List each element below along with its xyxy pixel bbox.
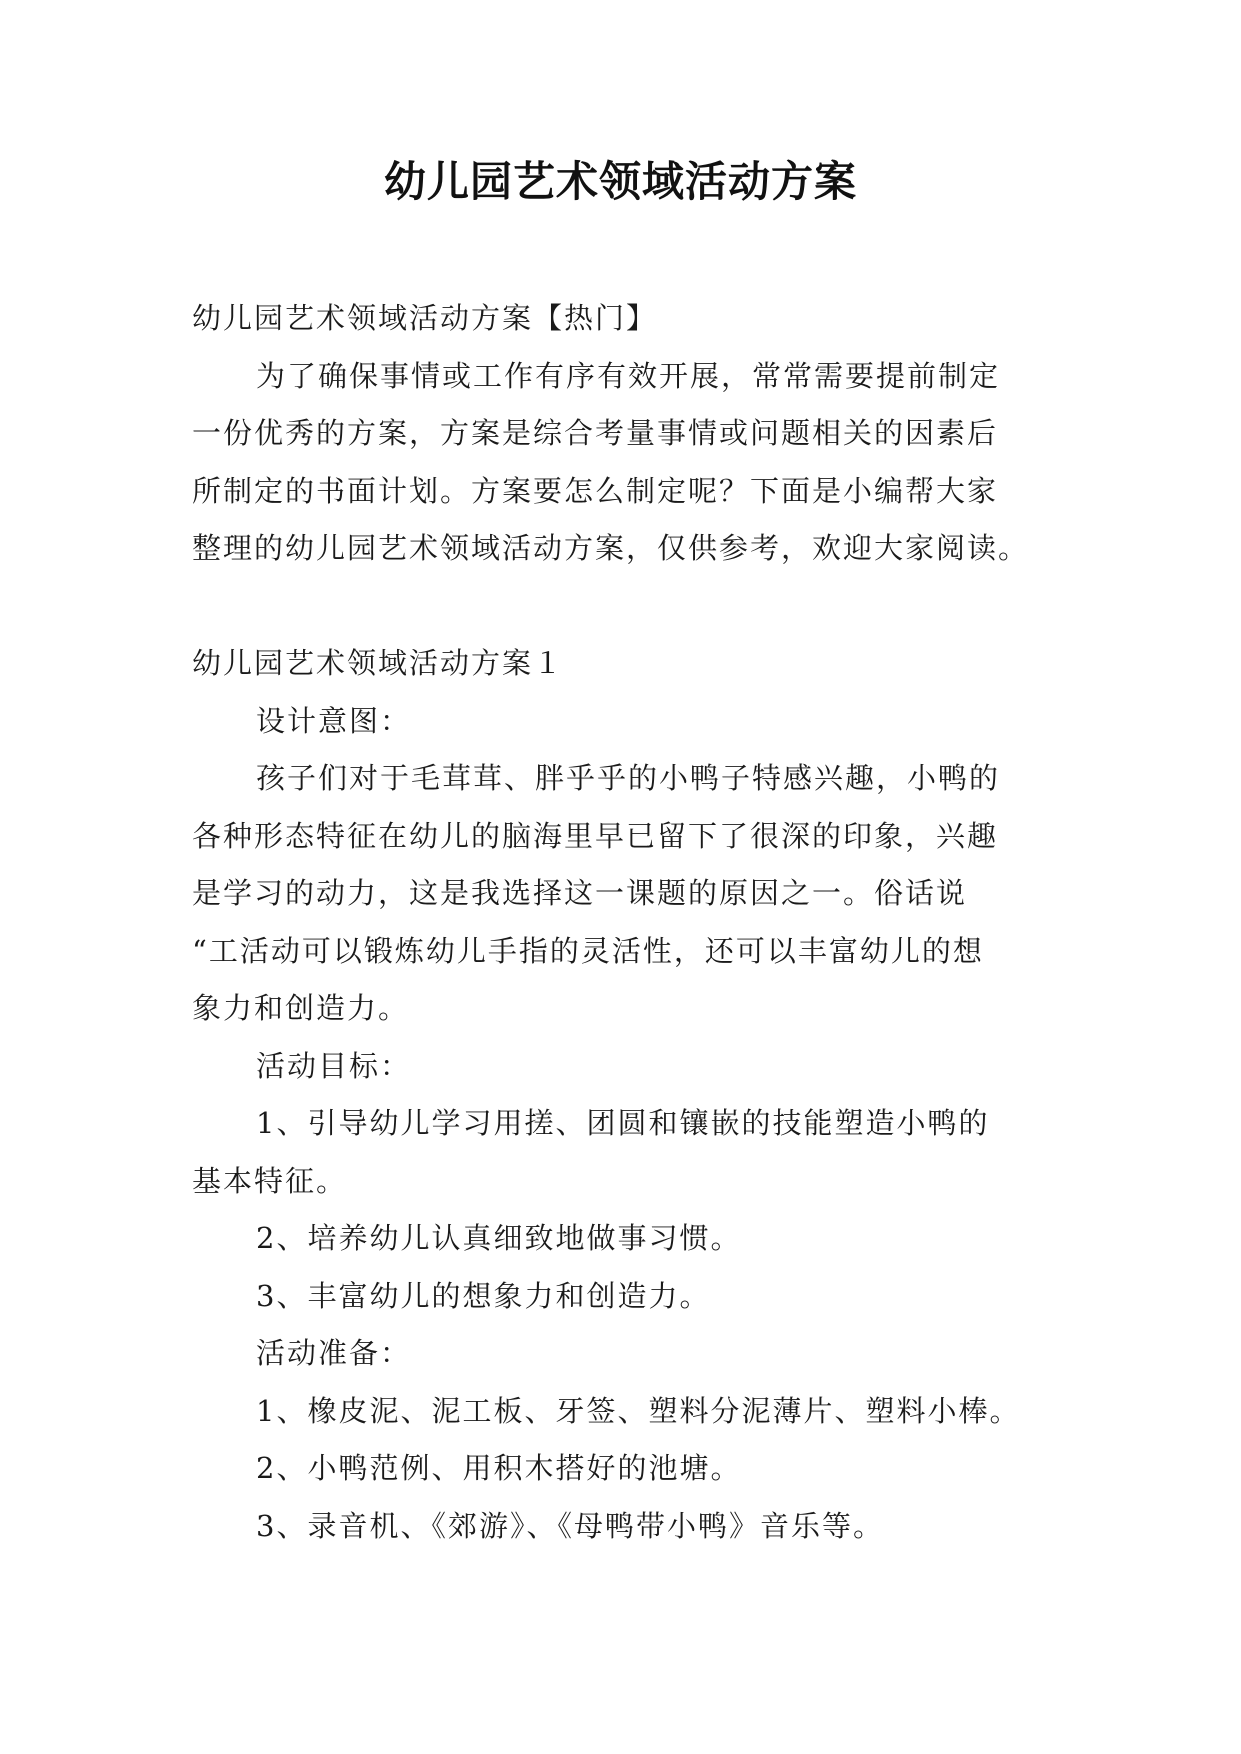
goal-item: 3、丰富幼儿的想象力和创造力。 <box>256 1278 711 1313</box>
design-intent-line: 是学习的动力，这是我选择这一课题的原因之一。俗话说 <box>192 876 968 910</box>
preparation-item: 1、橡皮泥、泥工板、牙签、塑料分泥薄片、塑料小棒。 <box>256 1393 1021 1428</box>
design-intent-line: 各种形态特征在幼儿的脑海里早已留下了很深的印象，兴趣 <box>192 818 999 853</box>
preparation-label: 活动准备： <box>256 1336 412 1370</box>
intro-paragraph-line: 一份优秀的方案，方案是综合考量事情或问题相关的因素后 <box>192 416 999 450</box>
intro-paragraph-line: 所制定的书面计划。方案要怎么制定呢？下面是小编帮大家 <box>192 473 999 508</box>
section-heading: 幼儿园艺术领域活动方案１ <box>192 646 565 680</box>
intro-paragraph-line: 整理的幼儿园艺术领域活动方案，仅供参考，欢迎大家阅读。 <box>192 531 1030 565</box>
design-intent-line: 象力和创造力。 <box>192 991 410 1025</box>
preparation-item: 3、录音机、《郊游》、《母鸭带小鸭》音乐等。 <box>256 1508 884 1543</box>
document-title: 幼儿园艺术领域活动方案 <box>383 157 857 206</box>
design-intent-line: “工活动可以锻炼幼儿手指的灵活性，还可以丰富幼儿的想 <box>192 933 984 968</box>
goal-item: 1、引导幼儿学习用搓、团圆和镶嵌的技能塑造小鸭的 <box>256 1106 990 1140</box>
paragraph-spacer <box>192 578 1052 636</box>
intro-paragraph-line: 为了确保事情或工作有序有效开展，常常需要提前制定 <box>256 358 1001 393</box>
goals-label: 活动目标： <box>256 1048 412 1083</box>
goal-item: 2、培养幼儿认真细致地做事习惯。 <box>256 1221 742 1255</box>
design-intent-line: 孩子们对于毛茸茸、胖乎乎的小鸭子特感兴趣，小鸭的 <box>256 761 1001 795</box>
preparation-item: 2、小鸭范例、用积木搭好的池塘。 <box>256 1451 742 1485</box>
design-intent-label: 设计意图： <box>256 703 412 738</box>
document-subtitle: 幼儿园艺术领域活动方案【热门】 <box>192 301 658 335</box>
document-body <box>192 290 1052 1555</box>
goal-item-continued: 基本特征。 <box>192 1163 348 1198</box>
